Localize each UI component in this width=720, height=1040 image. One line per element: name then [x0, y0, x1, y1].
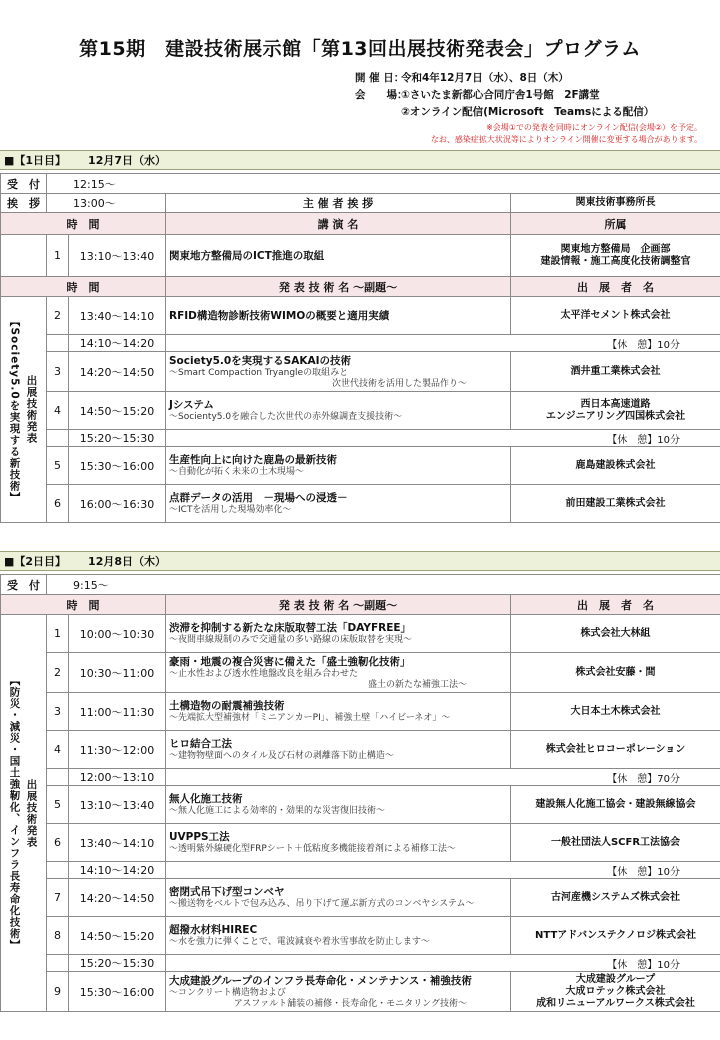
exhibitor-name: 一般社団法人SCFR工法協会 — [550, 836, 681, 848]
exhibitor-cell — [511, 879, 720, 917]
session-title: 無人化施工技術 — [169, 793, 243, 805]
lecture-title-cell — [166, 235, 511, 277]
exhibitor-cell — [511, 693, 720, 731]
col-time-header: 時 間 — [1, 277, 166, 297]
exhibitor-cell — [511, 297, 720, 335]
session-subtitle: ～先端拡大型補強材「ミニアンカーPI」、補強土壁「ハイビーネオ」～ — [169, 713, 451, 723]
day2-schedule-table — [0, 574, 720, 1012]
exhibitor-name: 建設無人化施工協会・建設無線協会 — [535, 798, 696, 810]
exhibitor-cell — [511, 392, 720, 430]
lecture-title: 関東地方整備局のICT推進の取組 — [169, 249, 325, 262]
greeting-label: 挨 拶 — [1, 194, 47, 213]
session-time: 11:00～11:30 — [69, 693, 166, 731]
table-row — [1, 786, 720, 824]
break-spacer — [47, 430, 69, 447]
exhibitor-cell — [511, 447, 720, 485]
session-subtitle-2: 盛土の新たな補強工法～ — [367, 679, 467, 690]
table-row — [1, 824, 720, 862]
session-number: 5 — [47, 786, 69, 824]
table-row — [1, 213, 720, 235]
table-row — [1, 485, 720, 523]
day1-date: 12月7日（水） — [88, 154, 167, 167]
session-number: 3 — [47, 693, 69, 731]
day2-header — [0, 551, 720, 571]
exhibitor-cell — [511, 731, 720, 769]
side-theme: 【Society5.0を実現する新技術】 — [8, 315, 21, 504]
table-row — [1, 879, 720, 917]
exhibitor-name: 前田建設工業株式会社 — [565, 497, 666, 509]
venue-value-2: ②オンライン配信(Microsoft Teamsによる配信） — [401, 106, 655, 118]
page-title: 第15期 建設技術展示館「第13回出展技術発表会」プログラム — [79, 38, 641, 60]
session-title: RFID構造物診断技術WIMOの概要と適用実績 — [169, 309, 390, 322]
break-time: 15:20～15:30 — [69, 430, 166, 447]
session-title-cell — [166, 653, 511, 693]
session-number: 6 — [47, 824, 69, 862]
session-title: 超撥水材料HIREC — [169, 924, 258, 936]
table-row — [1, 277, 720, 297]
session-subtitle: ～透明紫外線硬化型FRPシート＋低粘度多機能接着剤による補修工法～ — [169, 844, 456, 854]
lecture-spacer — [1, 235, 47, 277]
date-value: 令和4年12月7日（水）、8日（木） — [401, 72, 569, 84]
break-time: 14:10～14:20 — [69, 862, 166, 879]
lecture-number: 1 — [47, 235, 69, 277]
session-number: 1 — [47, 615, 69, 653]
day1-schedule-table — [0, 173, 720, 523]
session-title: Society5.0を実現するSAKAIの技術 — [169, 354, 352, 367]
table-row — [1, 955, 720, 972]
day1-label: ■【1日目】 — [4, 154, 67, 167]
exhibitor-cell — [511, 824, 720, 862]
table-row — [1, 575, 720, 595]
break-spacer — [47, 335, 69, 352]
lecture-org-header: 所属 — [511, 213, 720, 235]
exhibitor-cell — [511, 786, 720, 824]
exhibitor-cell — [511, 917, 720, 955]
session-time: 13:40～14:10 — [69, 824, 166, 862]
session-title-cell — [166, 731, 511, 769]
exhibitor-name: 大成建設グループ — [575, 973, 656, 985]
reception-label: 受 付 — [1, 174, 47, 194]
table-row — [1, 769, 720, 786]
table-row — [1, 174, 720, 194]
session-number: 8 — [47, 917, 69, 955]
session-subtitle: ～夜間車線規制のみで交通量の多い路線の床版取替を実現～ — [169, 635, 413, 645]
session-title-cell — [166, 917, 511, 955]
session-subtitle-2: 次世代技術を活用した製品作り～ — [331, 378, 467, 389]
venue-label: 会 場： — [355, 89, 408, 101]
session-subtitle: ～Socienty5.0を融合した次世代の赤外線調査支援技術～ — [169, 412, 403, 422]
session-subtitle-2: アスファルト舗装の補修・長寿命化・モニタリング技術～ — [233, 998, 467, 1009]
side-theme: 【防災・減災・国土強靭化、インフラ長寿命化技術】 — [8, 675, 21, 951]
session-subtitle: ～止水性および透水性地盤改良を組み合わせた — [169, 668, 359, 679]
exhibitor-name: NTTアドバンステクノロジ株式会社 — [535, 929, 696, 941]
reception-time: 9:15～ — [47, 575, 720, 595]
exhibitor-cell — [511, 485, 720, 523]
session-title-cell — [166, 972, 511, 1012]
table-row — [1, 194, 720, 213]
side-theme-cell — [1, 615, 47, 1012]
session-title-cell — [166, 485, 511, 523]
session-title-cell — [166, 447, 511, 485]
table-row — [1, 352, 720, 392]
session-time: 15:30～16:00 — [69, 447, 166, 485]
exhibitor-name: 鹿島建設株式会社 — [575, 459, 656, 471]
session-title: ヒロ結合工法 — [169, 738, 232, 750]
session-number: 2 — [47, 297, 69, 335]
table-row — [1, 595, 720, 615]
break-time: 12:00～13:10 — [69, 769, 166, 786]
greeting-time: 13:00～ — [47, 194, 166, 213]
table-row — [1, 392, 720, 430]
greeting-org: 関東技術事務所長 — [511, 194, 720, 213]
session-title-cell — [166, 879, 511, 917]
session-title: 生産性向上に向けた鹿島の最新技術 — [169, 454, 337, 466]
note-1: ※会場①での発表を同時にオンライン配信(会場②）を予定。 — [486, 123, 702, 132]
table-row — [1, 335, 720, 352]
exhibitor-cell — [511, 972, 720, 1012]
day1-header — [0, 150, 720, 170]
session-title: 大成建設グループのインフラ長寿命化・メンテナンス・補強技術 — [169, 974, 472, 987]
session-number: 7 — [47, 879, 69, 917]
exhibitor-name: 古河産機システムズ株式会社 — [551, 891, 680, 903]
table-row — [1, 430, 720, 447]
session-number: 5 — [47, 447, 69, 485]
lecture-org-cell — [511, 235, 720, 277]
session-number: 4 — [47, 731, 69, 769]
session-time: 10:00～10:30 — [69, 615, 166, 653]
session-time: 13:10～13:40 — [69, 786, 166, 824]
break-spacer — [47, 955, 69, 972]
break-label: 【休 憩】70分 — [166, 769, 720, 786]
table-row — [1, 972, 720, 1012]
session-number: 2 — [47, 653, 69, 693]
session-title-cell — [166, 615, 511, 653]
lecture-org-1: 関東地方整備局 企画部 — [560, 243, 671, 255]
session-title: 豪雨・地震の複合災害に備えた「盛土強靭化技術」 — [169, 655, 411, 668]
break-spacer — [47, 862, 69, 879]
session-title: 点群データの活用 －現場への浸透－ — [169, 492, 348, 504]
exhibitor-name-2: 大成ロテック株式会社 — [565, 985, 666, 997]
exhibitor-cell — [511, 615, 720, 653]
lecture-time-header: 時 間 — [1, 213, 166, 235]
session-time: 13:40～14:10 — [69, 297, 166, 335]
table-row — [1, 917, 720, 955]
session-time: 14:20～14:50 — [69, 879, 166, 917]
day2-date: 12月8日（木） — [88, 555, 167, 568]
col-exhibitor-header: 出 展 者 名 — [511, 595, 720, 615]
notes — [431, 122, 702, 146]
session-title-cell — [166, 352, 511, 392]
session-subtitle: ～ICTを活用した現場効率化～ — [169, 505, 292, 515]
session-time: 14:50～15:20 — [69, 392, 166, 430]
side-label: 出展技術発表 — [25, 778, 38, 848]
session-subtitle: ～自動化が拓く未来の土木現場～ — [169, 467, 305, 477]
lecture-title-header: 講 演 名 — [166, 213, 511, 235]
event-info — [355, 70, 654, 121]
break-label: 【休 憩】10分 — [166, 862, 720, 879]
session-subtitle: ～水を強力に弾くことで、電波減衰や着氷雪事故を防止します～ — [169, 937, 430, 947]
session-title-cell — [166, 392, 511, 430]
table-row — [1, 862, 720, 879]
day2-label: ■【2日目】 — [4, 555, 67, 568]
table-row — [1, 235, 720, 277]
session-title: 密閉式吊下げ型コンベヤ — [169, 886, 285, 898]
session-subtitle: ～無人化施工による効率的・効果的な災害復旧技術～ — [169, 806, 386, 816]
session-time: 16:00～16:30 — [69, 485, 166, 523]
session-time: 11:30～12:00 — [69, 731, 166, 769]
break-label: 【休 憩】10分 — [166, 335, 720, 352]
reception-time: 12:15～ — [47, 174, 720, 194]
break-label: 【休 憩】10分 — [166, 430, 720, 447]
session-title: 渋滞を抑制する新たな床版取替工法「DAYFREE」 — [169, 622, 412, 634]
break-time: 15:20～15:30 — [69, 955, 166, 972]
exhibitor-name: 西日本高速道路 — [580, 398, 651, 410]
session-title-cell — [166, 824, 511, 862]
exhibitor-cell — [511, 352, 720, 392]
date-label: 開 催 日： — [355, 72, 405, 84]
break-spacer — [47, 769, 69, 786]
exhibitor-name: 大日本土木株式会社 — [570, 705, 661, 717]
col-title-header: 発 表 技 術 名 ～副題～ — [166, 277, 511, 297]
exhibitor-name-2: エンジニアリング四国株式会社 — [545, 410, 686, 422]
note-2: なお、感染症拡大状況等によりオンライン開催に変更する場合があります。 — [430, 135, 702, 144]
session-time: 14:50～15:20 — [69, 917, 166, 955]
table-row — [1, 615, 720, 653]
venue-value-1: ①さいたま新都心合同庁舎1号館 2F講堂 — [401, 89, 600, 101]
session-title: UVPPS工法 — [169, 831, 230, 843]
session-subtitle: ～Smart Compaction Tryangleの取組みと — [169, 367, 349, 378]
side-label: 出展技術発表 — [25, 375, 38, 444]
lecture-time: 13:10～13:40 — [69, 235, 166, 277]
table-row — [1, 447, 720, 485]
session-title: 土構造物の耐震補強技術 — [169, 700, 285, 712]
exhibitor-name: 太平洋セメント株式会社 — [560, 309, 671, 321]
session-time: 10:30～11:00 — [69, 653, 166, 693]
reception-label: 受 付 — [1, 575, 47, 595]
exhibitor-name: 株式会社ヒロコーポレーション — [545, 743, 686, 755]
session-time: 15:30～16:00 — [69, 972, 166, 1012]
table-row — [1, 693, 720, 731]
session-subtitle: ～搬送物をベルトで包み込み、吊り下げて運ぶ新方式のコンベヤシステム～ — [169, 899, 475, 909]
col-time-header: 時 間 — [1, 595, 166, 615]
side-theme-cell — [1, 297, 47, 523]
greeting-title: 主 催 者 挨 拶 — [166, 194, 511, 213]
exhibitor-name: 株式会社大林組 — [580, 627, 651, 639]
session-title-cell — [166, 297, 511, 335]
break-label: 【休 憩】10分 — [166, 955, 720, 972]
session-title-cell — [166, 693, 511, 731]
table-row — [1, 297, 720, 335]
break-time: 14:10～14:20 — [69, 335, 166, 352]
table-row — [1, 731, 720, 769]
col-exhibitor-header: 出 展 者 名 — [511, 277, 720, 297]
session-number: 6 — [47, 485, 69, 523]
session-title: Jシステム — [169, 399, 214, 411]
exhibitor-name: 株式会社安藤・間 — [575, 666, 656, 678]
exhibitor-cell — [511, 653, 720, 693]
lecture-org-2: 建設情報・施工高度化技術調整官 — [540, 255, 691, 267]
session-number: 3 — [47, 352, 69, 392]
session-number: 9 — [47, 972, 69, 1012]
session-number: 4 — [47, 392, 69, 430]
table-row — [1, 653, 720, 693]
session-subtitle: ～コンクリート構造物および — [169, 987, 286, 998]
session-subtitle: ～建物物壁面へのタイル及び石材の剥離落下防止構造～ — [169, 751, 394, 761]
session-time: 14:20～14:50 — [69, 352, 166, 392]
col-title-header: 発 表 技 術 名 ～副題～ — [166, 595, 511, 615]
exhibitor-name: 酒井重工業株式会社 — [570, 365, 661, 377]
session-title-cell — [166, 786, 511, 824]
exhibitor-name-3: 成和リニューアルワークス株式会社 — [536, 997, 695, 1009]
